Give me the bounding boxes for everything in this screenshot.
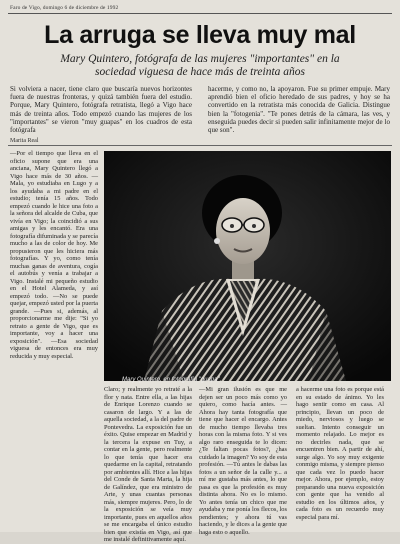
headline: La arruga se lleva muy mal (44, 21, 356, 49)
section-rule (8, 145, 392, 146)
photo-caption: Mary Quintero, en fotografía "guapa". (122, 377, 222, 383)
body-column-4: a hacerme una foto es porque está en su estado de ánimo. Yo les hago sentir como en casa. Al principio, llevan un poco de miedo, nerviosos y luego se sueltan. Intento conseguir un momento relajado. Lo mejor es no decirles nada, que se encuentren bien. A partir de ahí, surge algo. Yo soy muy exigente conmigo misma, y siempre pienso que cada vez lo puedo hacer mejor. Ahora, por ejemplo, estoy preparando una nueva exposición con gente que ha venido al estudio en los últimos años, y cada foto es un recuerdo muy especial para mí. (296, 386, 384, 521)
subhead: Mary Quintero, fotógrafa de las mujeres "importantes" en la sociedad viguesa de hace más de treinta años (60, 53, 340, 78)
portrait-illustration (104, 151, 391, 381)
body-column-2: Claro; y realmente yo retraté a la flor y nata. Entre ella, a las hijas de Enrique Lorenzo cuando se casaron de largo. Y a las de aquella sociedad, a la del padre de Pontevedra. La exposición fue un éxito. Quise empezar en Madrid y la tercera la expuse en Tuy, a contar en la gente, pero realmente lo que tenía que hacer era quedarme en la capital, retratando por ambientes allí. Hice a las hijas del Conde de Santa Marta, la hija de Galíndez, que era ministro de Arte, y unas cuantas personas más, siempre mujeres. Pero, lo de la exposición se veía muy importante, pues en aquellos años se me encargaba el único estudio bien que existía en Vigo, así que me instalé definitivamente aquí. (104, 386, 192, 543)
left-body-column: —Por el tiempo que lleva en el oficio supone que era una anciana, Mary Quintero llegó a Vigo hace más de 30 años. —Mala, yo estudiaba en Lugo y a los ayudaba a mi padre en el estudio; tenía 15 años. Todo empezó cuando le hice una foto a la señora del alcalde de Cuba, que vivía en Vigo; la coincidió a sus amigas y les encantó. Era una fotografía difuminada y se parecía mucho a las de color de hoy. Me propusieron que les hiciera más fotografías. Y yo, como tenía muchas ganas de aventura, cogía el autobús y venía a trabajar a Vigo. Instalé mi pequeño estudio en el Hotel Alameda, y así empezó todo. —No se puede quejar, empezó usted por la puerta grande. —Pues si, además, al proporcionarme me dije: "Si yo retrato a gente de Vigo, que es importante, voy a hacer una exposición". —Esa sociedad viguesa de entonces era muy reducida y muy especial. (10, 150, 98, 360)
portrait-photo (104, 151, 391, 381)
intro-left-column: Si volviera a nacer, tiene claro que buscaría nuevos horizontes fuera de nuestras fronteras, y quizá también fuera del estudio. Porque, Mary Quintero, fotógrafa retratista, llegó a Vigo hace más de treinta años. Todo empezó cuando las mujeres de los "importantes" se vieron "muy guapas" en los cuadros de esta fotógrafa (10, 85, 192, 135)
byline: Marita Real (10, 138, 39, 144)
body-column-3: —Mi gran ilusión es que me dejen ser un poco más como yo quiero, como hacía antes. —Ahora hay tanta fotografía que tiene que hacer el encargo. Antes de mucho tiempo llevaba tres horas con la misma foto. Y si ves algo raro enseguida te lo dicen: ¿Te faltan pocas fotos?, ¿has cuidado la imagen? Yo soy de esta profesión. —Tú antes le dabas las fotos a un señor de la calle y... a mí me gustaba más antes, lo que pasa es que la profesión es muy distinta ahora. No es lo mismo. Yo antes tenía un chico que me ayudaba y me ponía los flecos, los pendientes; y ahora tú vas haciendo, y le dices a la gente que haga esto o aquello. (199, 386, 287, 536)
top-rule (8, 13, 392, 14)
intro-right-column: hacerme, y como no, la apoyaron. Fue su primer empuje. Mary aprendió bien el oficio heredado de sus padres, y hoy se ha convertido en la retratista más conocida de Galicia. Distingue bien la "fotogenia". "Te pones detrás de la cámara, las ves, y enseguida puedes decir si pueden salir infinitamente mejor de lo que son". (208, 85, 390, 135)
running-head: Faro de Vigo, domingo 6 de diciembre de 1992 (10, 5, 119, 11)
